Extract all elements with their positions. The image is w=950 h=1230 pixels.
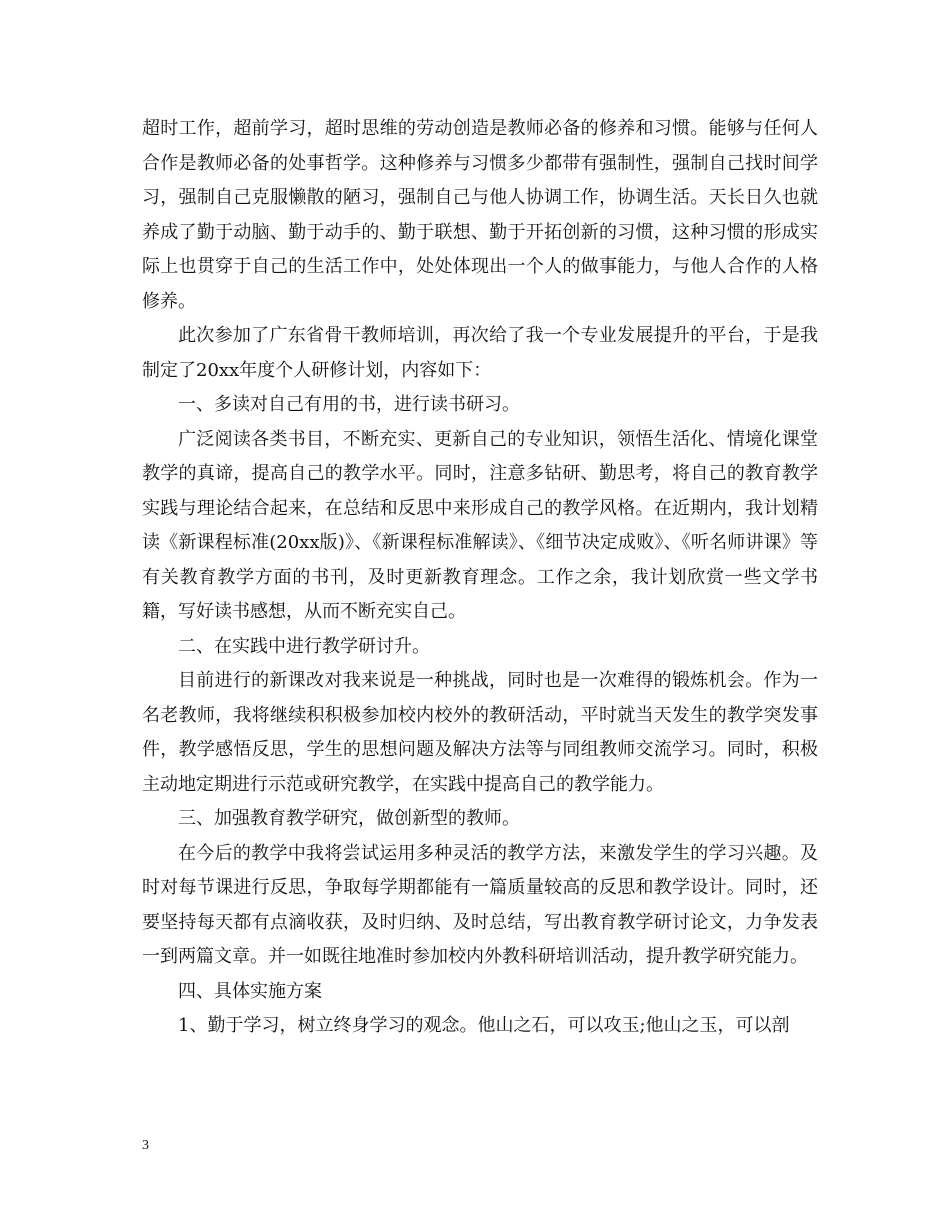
section-heading-4: 四、具体实施方案 (178, 980, 322, 1002)
paragraph-3: 广泛阅读各类书目，不断充实、更新自己的专业知识，领悟生活化、情境化课堂教学的真谛，提高自己的教学水平。同时，注意多钻研、勤思考，将自己的教育教学实践与理论结合起来，在总结和反思中来形成自己的教学风格。在近期内，我计划精读《新课程标准(20xx版)》、《新课程标准解读》、《细节决定成败》、《听名师讲课》等有关教育教学方面的书刊，及时更新教育理念。工作之余，我计划欣赏一些文学书籍，写好读书感想，从而不断充实自己。 (142, 428, 818, 622)
paragraph-5: 在今后的教学中我将尝试运用多种灵活的教学方法，来激发学生的学习兴趣。及时对每节课进行反思，争取每学期都能有一篇质量较高的反思和教学设计。同时，还要坚持每天都有点滴收获，及时归纳、及时总结，写出教育教学研讨论文，力争发表一到两篇文章。并一如既往地准时参加校内外教科研培训活动，提升教学研究能力。 (142, 842, 818, 967)
section-heading-2: 二、在实践中进行教学研讨升。 (178, 635, 430, 657)
page-number: 3 (142, 1138, 149, 1153)
section-heading-3: 三、加强教育教学研究，做创新型的教师。 (178, 808, 520, 829)
paragraph-1: 超时工作，超前学习，超时思维的劳动创造是教师必备的修养和习惯。能够与任何人合作是教师必备的处事哲学。这种修养与习惯多少都带有强制性，强制自己找时间学习，强制自己克服懒散的陋习，强制自己与他人协调工作，协调生活。天长日久也就养成了勤于动脑、勤于动手的、勤于联想、勤于开拓创新的习惯，这种习惯的形成实际上也贯穿于自己的生活工作中，处处体现出一个人的做事能力，与他人合作的人格修养。 (142, 118, 818, 312)
paragraph-4: 目前进行的新课改对我来说是一种挑战，同时也是一次难得的锻炼机会。作为一名老教师，我将继续积积极参加校内校外的教研活动，平时就当天发生的教学突发事件，教学感悟反思，学生的思想问题及解决方法等与同组教师交流学习。同时，积极主动地定期进行示范或研究教学，在实践中提高自己的教学能力。 (142, 670, 818, 795)
paragraph-2: 此次参加了广东省骨干教师培训，再次给了我一个专业发展提升的平台，于是我制定了20xx年度个人研修计划，内容如下： (142, 325, 818, 381)
document-body (142, 112, 818, 1044)
section-heading-1: 一、多读对自己有用的书，进行读书研习。 (178, 394, 520, 415)
paragraph-6: 1、勤于学习，树立终身学习的观念。他山之石，可以攻玉;他山之玉，可以剖 (178, 1015, 790, 1036)
